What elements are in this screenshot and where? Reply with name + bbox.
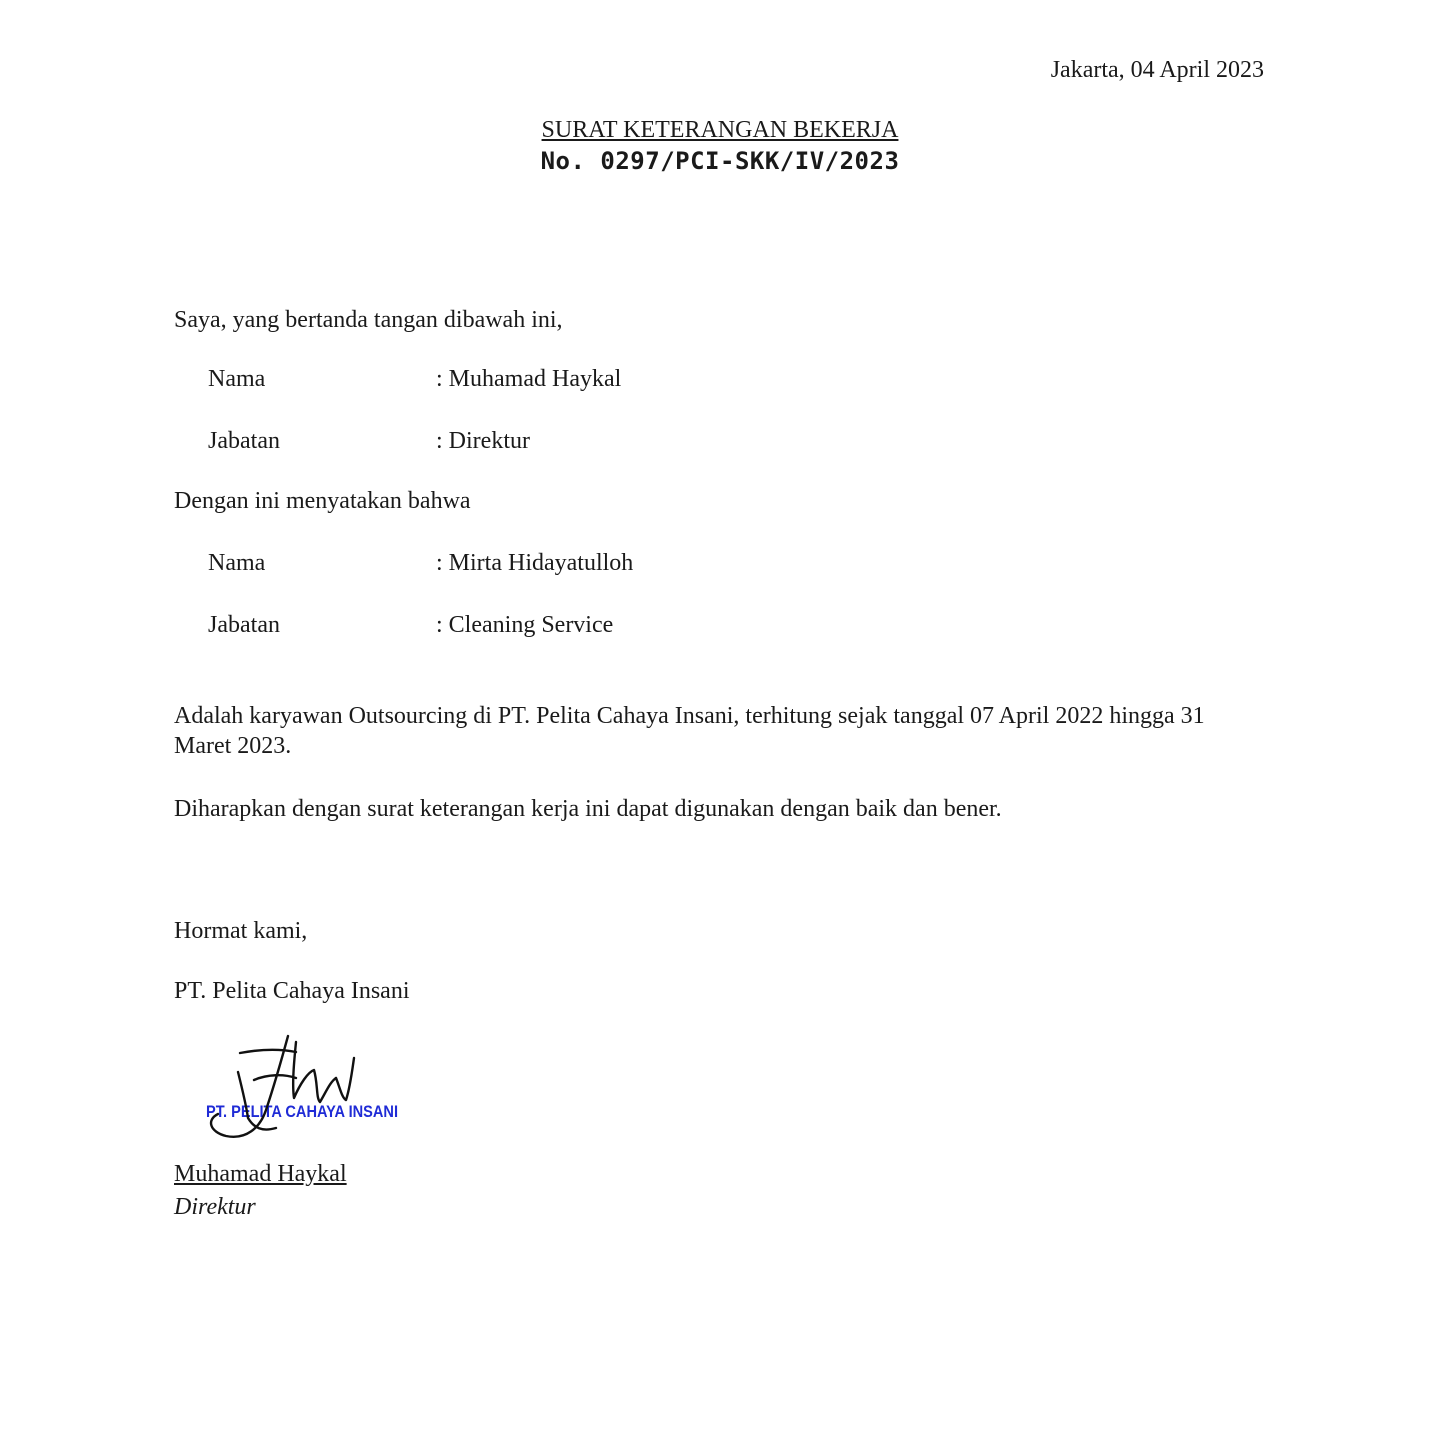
regards-text: Hormat kami, xyxy=(174,918,308,944)
company-name: PT. Pelita Cahaya Insani xyxy=(174,978,410,1004)
intro-text: Saya, yang bertanda tangan dibawah ini, xyxy=(174,307,563,333)
stamp-text: PT. PELITA CAHAYA INSANI xyxy=(206,1102,398,1121)
statement-text: Dengan ini menyatakan bahwa xyxy=(174,488,471,514)
signatory-title: Direktur xyxy=(174,1194,256,1220)
document-number: No. 0297/PCI-SKK/IV/2023 xyxy=(540,147,900,175)
signer-position-value: : Direktur xyxy=(436,428,530,454)
signature-stamp-image xyxy=(196,1028,416,1158)
employee-name-value: : Mirta Hidayatulloh xyxy=(436,550,634,576)
employee-name-label: Nama xyxy=(208,550,266,576)
employee-position-label: Jabatan xyxy=(208,612,280,638)
signer-name-value: : Muhamad Haykal xyxy=(436,366,622,392)
closing-paragraph: Diharapkan dengan surat keterangan kerja ini dapat digunakan dengan baik dan bener. xyxy=(174,796,1002,822)
place-date: Jakarta, 04 April 2023 xyxy=(1050,57,1264,83)
body-paragraph: Adalah karyawan Outsourcing di PT. Pelita Cahaya Insani, terhitung sejak tanggal 07 April 2022 hingga 31 Maret 2023. xyxy=(174,703,1205,759)
signature-strokes xyxy=(211,1036,354,1137)
employee-position-value: : Cleaning Service xyxy=(436,612,614,638)
signer-position-label: Jabatan xyxy=(208,428,280,454)
document-title: SURAT KETERANGAN BEKERJA xyxy=(541,117,899,143)
signatory-name: Muhamad Haykal xyxy=(174,1161,347,1187)
signer-name-label: Nama xyxy=(208,366,266,392)
